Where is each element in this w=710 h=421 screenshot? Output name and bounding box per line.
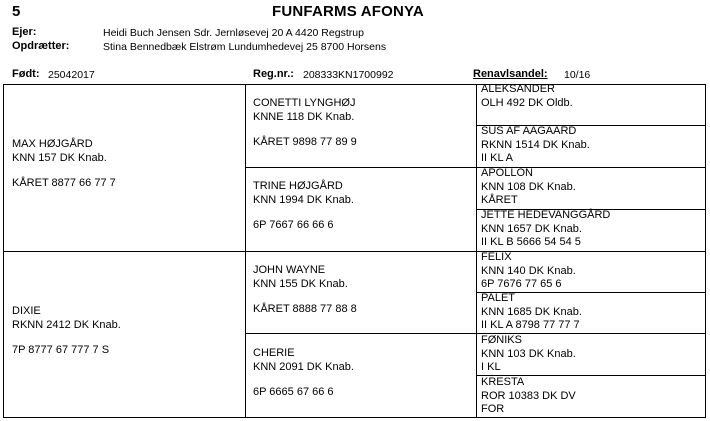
ds-note: KÅRET 8888 77 88 8 (253, 303, 357, 315)
sd-name: TRINE HØJGÅRD (253, 180, 343, 192)
ss-name: CONETTI LYNGHØJ (253, 97, 356, 109)
ds-name: JOHN WAYNE (253, 264, 326, 276)
sd-note: 6P 7667 66 66 6 (253, 219, 334, 231)
dsd-note: II KL A 8798 77 77 7 (481, 319, 580, 331)
ddd-cell (481, 376, 576, 417)
dsd-cell (481, 292, 582, 333)
sire-name: MAX HØJGÅRD (12, 138, 93, 150)
ddd-note: FOR (481, 403, 505, 415)
dam-reg: RKNN 2412 DK Knab. (12, 318, 121, 331)
ssd-note: II KL A (481, 152, 514, 164)
share-label: Renavlsandel: (473, 68, 548, 80)
sdd-name: JETTE HEDEVANGGÅRD (481, 209, 611, 221)
sds-note: KÅRET (481, 194, 518, 206)
sds-name: APOLLON (481, 167, 533, 179)
dss-reg: KNN 140 DK Knab. (481, 264, 576, 277)
owner-label: Ejer: (12, 26, 37, 38)
dam-note: 7P 8777 67 777 7 S (12, 344, 110, 356)
sdd-cell (481, 209, 610, 250)
sds-cell (481, 167, 576, 208)
dd-cell (253, 347, 354, 400)
ssd-name: SUS AF AAGAARD (481, 125, 577, 137)
dds-cell (481, 334, 576, 375)
sire-reg: KNN 157 DK Knab. (12, 151, 107, 164)
dss-name: FELIX (481, 251, 512, 263)
reg-label: Reg.nr.: (253, 68, 294, 80)
ddd-reg: ROR 10383 DK DV (481, 389, 576, 402)
dd-note: 6P 6665 67 66 6 (253, 386, 334, 398)
pedigree-table (3, 84, 706, 418)
breeder-label: Opdrætter: (12, 40, 70, 52)
dds-reg: KNN 103 DK Knab. (481, 347, 576, 360)
dss-cell (481, 251, 576, 292)
sdd-reg: KNN 1657 DK Knab. (481, 222, 582, 235)
page-number: 5 (12, 3, 21, 20)
dd-name: CHERIE (253, 347, 295, 359)
sds-reg: KNN 108 DK Knab. (481, 180, 576, 193)
dss-note: 6P 7676 77 65 6 (481, 278, 562, 290)
dam-cell (12, 305, 121, 358)
horse-title: FUNFARMS AFONYA (272, 3, 424, 20)
sss-cell (481, 83, 573, 110)
dsd-reg: KNN 1685 DK Knab. (481, 305, 582, 318)
share-value: 10/16 (564, 69, 591, 81)
sire-note: KÅRET 8877 66 77 7 (12, 177, 116, 189)
ssd-cell (481, 125, 590, 166)
breeder-value: Stina Bennedbæk Elstrøm Lundumhedevej 25 8700 Horsens (103, 41, 387, 53)
dsd-name: PALET (481, 292, 516, 304)
row-divider-q3 (245, 333, 705, 334)
ssd-reg: RKNN 1514 DK Knab. (481, 138, 590, 151)
sd-reg: KNN 1994 DK Knab. (253, 193, 354, 206)
sss-reg: OLH 492 DK Oldb. (481, 96, 573, 109)
sd-cell (253, 180, 354, 233)
owner-value: Heidi Buch Jensen Sdr. Jernløsevej 20 A 4420 Regstrup (103, 27, 364, 39)
dds-name: FØNIKS (481, 334, 522, 346)
row-divider-half (4, 251, 705, 252)
ddd-name: KRESTA (481, 376, 525, 388)
ss-cell (253, 97, 357, 150)
reg-value: 208333KN1700992 (303, 69, 394, 81)
sire-cell (12, 138, 116, 191)
born-label: Født: (12, 68, 40, 80)
row-divider-q1 (245, 167, 705, 168)
born-value: 25042017 (48, 69, 95, 81)
dam-name: DIXIE (12, 305, 41, 317)
ds-reg: KNN 155 DK Knab. (253, 277, 348, 290)
ss-reg: KNNE 118 DK Knab. (253, 110, 355, 123)
dd-reg: KNN 2091 DK Knab. (253, 360, 354, 373)
sdd-note: II KL B 5666 54 54 5 (481, 236, 581, 248)
ds-cell (253, 264, 357, 317)
sss-name: ALEKSANDER (481, 83, 555, 95)
dds-note: I KL (481, 361, 501, 373)
ss-note: KÅRET 9898 77 89 9 (253, 136, 357, 148)
